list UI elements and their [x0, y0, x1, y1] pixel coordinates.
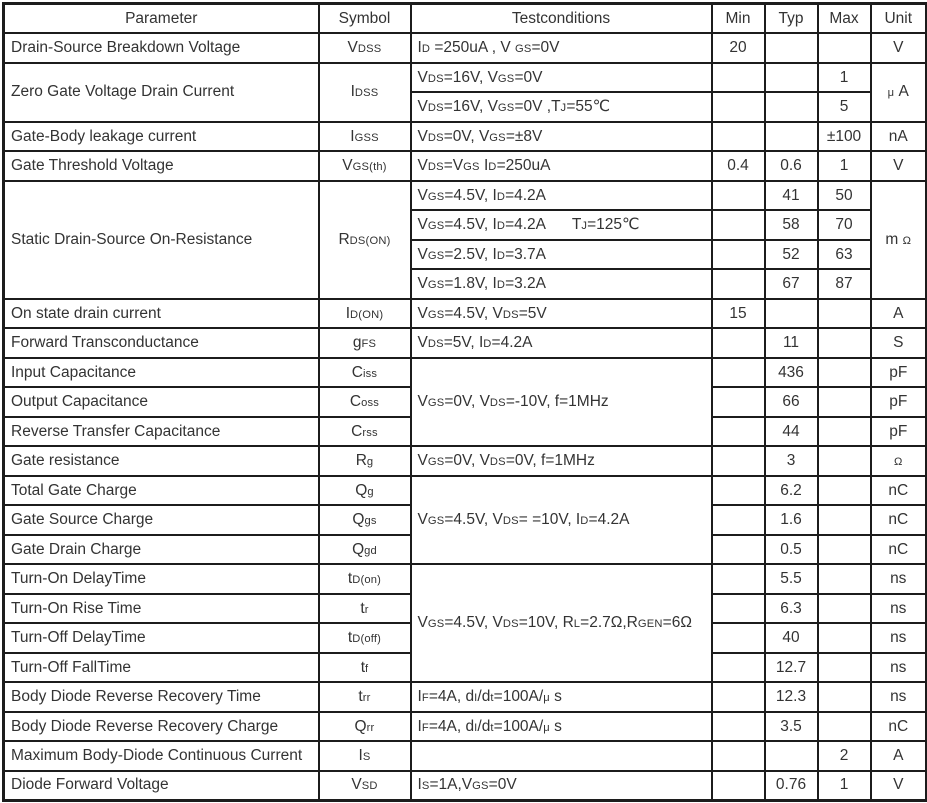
cell-typ: 12.3 [765, 682, 818, 712]
cell-max: 2 [818, 741, 871, 771]
cell-min [712, 181, 765, 211]
table-row [4, 771, 927, 801]
cell-typ [765, 63, 818, 93]
cell-max [818, 33, 871, 63]
cell-symbol: Qrr [319, 712, 411, 742]
cell-max [818, 476, 871, 506]
table-row [4, 33, 927, 63]
subscript-text: D [496, 279, 506, 292]
subscript-text: DS [502, 515, 519, 528]
cell-typ: 6.3 [765, 594, 818, 624]
cell-conditions: IF=4A, dI/dt=100A/μ s [411, 682, 712, 712]
table-row [4, 358, 927, 388]
cell-max [818, 446, 871, 476]
table-row [4, 712, 927, 742]
col-header-max: Max [818, 4, 871, 34]
subscript-text: SD [361, 780, 378, 793]
subscript-text: GEN [637, 618, 663, 631]
subscript-text: GSS [354, 131, 379, 144]
cell-min [712, 240, 765, 270]
subscript-text: DS [427, 161, 444, 174]
cell-min [712, 328, 765, 358]
col-header-symbol: Symbol [319, 4, 411, 34]
cell-max: 1 [818, 771, 871, 801]
cell-parameter: Turn-Off FallTime [4, 653, 319, 683]
subscript-text: rss [362, 426, 378, 439]
cell-parameter: Turn-On Rise Time [4, 594, 319, 624]
cell-min: 0.4 [712, 151, 765, 181]
subscript-text: F [421, 692, 429, 705]
cell-min [712, 653, 765, 683]
subscript-text: Ω [893, 456, 903, 469]
cell-symbol: IDSS [319, 63, 411, 122]
subscript-text: J [581, 220, 588, 233]
cell-symbol: Qg [319, 476, 411, 506]
cell-min [712, 623, 765, 653]
cell-conditions: VGS=4.5V, VDS= =10V, ID=4.2A [411, 476, 712, 565]
cell-min [712, 417, 765, 447]
cell-unit: nC [871, 535, 927, 565]
subscript-text: D(ON) [350, 308, 384, 321]
cell-parameter: Turn-On DelayTime [4, 564, 319, 594]
cell-symbol: tf [319, 653, 411, 683]
subscript-text: f [365, 662, 369, 675]
cell-symbol: VDSS [319, 33, 411, 63]
cell-symbol: IS [319, 741, 411, 771]
cell-parameter: Gate Source Charge [4, 505, 319, 535]
cell-parameter: Static Drain-Source On-Resistance [4, 181, 319, 299]
subscript-text: D [488, 161, 497, 174]
cell-min [712, 210, 765, 240]
cell-unit: m Ω [871, 181, 927, 299]
cell-typ: 11 [765, 328, 818, 358]
subscript-text: t [490, 692, 494, 705]
subscript-text: GS [427, 190, 445, 203]
subscript-text: J [560, 102, 567, 115]
cell-unit: nA [871, 122, 927, 152]
cell-symbol: tD(off) [319, 623, 411, 653]
cell-parameter: Total Gate Charge [4, 476, 319, 506]
subscript-text: g [366, 456, 374, 469]
cell-typ: 66 [765, 387, 818, 417]
table-row [4, 299, 927, 329]
cell-symbol: Rg [319, 446, 411, 476]
cell-unit: A [871, 741, 927, 771]
cell-symbol: VSD [319, 771, 411, 801]
subscript-text: GS [427, 308, 445, 321]
cell-typ: 41 [765, 181, 818, 211]
cell-parameter: Gate Threshold Voltage [4, 151, 319, 181]
cell-conditions: VDS=16V, VGS=0V [411, 63, 712, 93]
cell-unit: ns [871, 653, 927, 683]
cell-typ [765, 741, 818, 771]
cell-typ: 6.2 [765, 476, 818, 506]
cell-parameter: Input Capacitance [4, 358, 319, 388]
cell-parameter: Gate resistance [4, 446, 319, 476]
cell-conditions: IS=1A,VGS=0V [411, 771, 712, 801]
subscript-text: GS [427, 249, 445, 262]
subscript-text: μ [887, 87, 895, 100]
cell-symbol: RDS(ON) [319, 181, 411, 299]
cell-typ: 0.6 [765, 151, 818, 181]
table-row [4, 741, 927, 771]
subscript-text: DSS [354, 87, 379, 100]
cell-max [818, 505, 871, 535]
cell-unit: nC [871, 505, 927, 535]
subscript-text: DS(ON) [349, 234, 391, 247]
subscript-text: iss [362, 367, 378, 380]
col-header-unit: Unit [871, 4, 927, 34]
cell-min [712, 741, 765, 771]
cell-typ [765, 92, 818, 122]
cell-conditions: VGS=4.5V, VDS=10V, RL=2.7Ω,RGEN=6Ω [411, 564, 712, 682]
cell-max [818, 594, 871, 624]
cell-min [712, 682, 765, 712]
cell-symbol: Crss [319, 417, 411, 447]
subscript-text: FS [361, 338, 377, 351]
table-row [4, 446, 927, 476]
cell-conditions: VDS=5V, ID=4.2A [411, 328, 712, 358]
cell-conditions: VGS=2.5V, ID=3.7A [411, 240, 712, 270]
subscript-text: F [421, 721, 429, 734]
cell-max [818, 387, 871, 417]
table-row [4, 682, 927, 712]
cell-unit: A [871, 299, 927, 329]
cell-conditions: VGS=1.8V, ID=3.2A [411, 269, 712, 299]
cell-typ [765, 33, 818, 63]
cell-unit: V [871, 151, 927, 181]
cell-typ: 3.5 [765, 712, 818, 742]
subscript-text: rr [362, 692, 371, 705]
cell-max: 70 [818, 210, 871, 240]
subscript-text: DS [502, 618, 519, 631]
subscript-text: D [483, 338, 492, 351]
subscript-text: D [421, 43, 431, 56]
subscript-text: I [474, 721, 478, 734]
cell-unit: S [871, 328, 927, 358]
subscript-text: GS [427, 515, 445, 528]
table-row [4, 63, 927, 93]
cell-unit: nC [871, 476, 927, 506]
subscript-text: g [367, 485, 374, 498]
subscript-text: S [362, 751, 371, 764]
cell-min [712, 505, 765, 535]
subscript-text: D [496, 190, 506, 203]
cell-typ: 52 [765, 240, 818, 270]
subscript-text: GS [427, 220, 445, 233]
cell-unit: ns [871, 623, 927, 653]
table-row [4, 122, 927, 152]
cell-unit: V [871, 771, 927, 801]
subscript-text: rr [366, 721, 375, 734]
cell-symbol: tr [319, 594, 411, 624]
cell-max: 63 [818, 240, 871, 270]
cell-conditions: IF=4A, dI/dt=100A/μ s [411, 712, 712, 742]
subscript-text: GS(th) [352, 161, 387, 174]
cell-conditions: VGS=0V, VDS=-10V, f=1MHz [411, 358, 712, 447]
header-row [4, 4, 927, 34]
cell-max [818, 712, 871, 742]
cell-symbol: ID(ON) [319, 299, 411, 329]
cell-typ: 436 [765, 358, 818, 388]
cell-typ: 40 [765, 623, 818, 653]
subscript-text: D(off) [352, 633, 382, 646]
subscript-text: L [573, 618, 581, 631]
cell-conditions: VGS=4.5V, VDS=5V [411, 299, 712, 329]
subscript-text: GS [427, 456, 445, 469]
cell-max [818, 299, 871, 329]
cell-min [712, 564, 765, 594]
cell-max: 5 [818, 92, 871, 122]
col-header-min: Min [712, 4, 765, 34]
table-row [4, 151, 927, 181]
subscript-text: GS [497, 72, 515, 85]
cell-parameter: Gate Drain Charge [4, 535, 319, 565]
subscript-text: GS [427, 397, 445, 410]
subscript-text: DS [427, 72, 444, 85]
subscript-text: D(on) [352, 574, 382, 587]
subscript-text: DS [427, 338, 444, 351]
cell-max: 1 [818, 63, 871, 93]
cell-min [712, 594, 765, 624]
cell-max: 1 [818, 151, 871, 181]
cell-parameter: Diode Forward Voltage [4, 771, 319, 801]
cell-typ [765, 122, 818, 152]
cell-conditions: VDS=0V, VGS=±8V [411, 122, 712, 152]
cell-max [818, 328, 871, 358]
col-header-parameter: Parameter [4, 4, 319, 34]
cell-min [712, 476, 765, 506]
electrical-characteristics-table [2, 2, 927, 802]
subscript-text: DS [427, 131, 444, 144]
cell-min [712, 535, 765, 565]
cell-conditions: VGS=4.5V, ID=4.2A [411, 181, 712, 211]
table-header [4, 4, 927, 34]
subscript-text: r [364, 603, 369, 616]
cell-conditions [411, 741, 712, 771]
cell-unit: ns [871, 682, 927, 712]
cell-max [818, 564, 871, 594]
cell-typ: 67 [765, 269, 818, 299]
cell-symbol: Ciss [319, 358, 411, 388]
cell-max: 50 [818, 181, 871, 211]
cell-conditions: VGS=4.5V, ID=4.2A TJ=125℃ [411, 210, 712, 240]
cell-unit: V [871, 33, 927, 63]
cell-min [712, 446, 765, 476]
cell-parameter: Body Diode Reverse Recovery Charge [4, 712, 319, 742]
cell-max [818, 682, 871, 712]
cell-symbol: tD(on) [319, 564, 411, 594]
cell-parameter: Reverse Transfer Capacitance [4, 417, 319, 447]
cell-parameter: Turn-Off DelayTime [4, 623, 319, 653]
cell-max: 87 [818, 269, 871, 299]
cell-unit: μ A [871, 63, 927, 122]
cell-unit: ns [871, 564, 927, 594]
cell-min [712, 387, 765, 417]
table-row [4, 181, 927, 211]
subscript-text: D [496, 220, 506, 233]
cell-symbol: trr [319, 682, 411, 712]
subscript-text: GS [427, 618, 445, 631]
cell-min [712, 358, 765, 388]
subscript-text: Ω [902, 234, 912, 247]
cell-typ [765, 299, 818, 329]
subscript-text: gs [364, 515, 377, 528]
cell-typ: 44 [765, 417, 818, 447]
cell-parameter: Gate-Body leakage current [4, 122, 319, 152]
table-body [4, 33, 927, 800]
cell-max [818, 358, 871, 388]
cell-symbol: Coss [319, 387, 411, 417]
table-row [4, 328, 927, 358]
cell-conditions: VGS=0V, VDS=0V, f=1MHz [411, 446, 712, 476]
cell-unit: pF [871, 358, 927, 388]
subscript-text: DS [427, 102, 444, 115]
cell-min [712, 712, 765, 742]
cell-symbol: Qgs [319, 505, 411, 535]
cell-typ: 5.5 [765, 564, 818, 594]
cell-conditions: VDS=VGS ID=250uA [411, 151, 712, 181]
col-header-conditions: Testconditions [411, 4, 712, 34]
table-row [4, 564, 927, 594]
cell-min: 15 [712, 299, 765, 329]
subscript-text: GS [463, 161, 480, 174]
cell-symbol: VGS(th) [319, 151, 411, 181]
cell-conditions: ID =250uA , V GS=0V [411, 33, 712, 63]
subscript-text: oss [361, 397, 380, 410]
subscript-text: S [421, 780, 430, 793]
cell-unit: pF [871, 387, 927, 417]
cell-max [818, 535, 871, 565]
cell-typ: 0.5 [765, 535, 818, 565]
cell-max: ±100 [818, 122, 871, 152]
subscript-text: DS [489, 456, 506, 469]
cell-parameter: Zero Gate Voltage Drain Current [4, 63, 319, 122]
subscript-text: DS [489, 397, 506, 410]
cell-parameter: On state drain current [4, 299, 319, 329]
subscript-text: t [490, 721, 494, 734]
subscript-text: DS [502, 308, 519, 321]
cell-parameter: Output Capacitance [4, 387, 319, 417]
cell-min: 20 [712, 33, 765, 63]
subscript-text: GS [514, 43, 532, 56]
cell-unit: nC [871, 712, 927, 742]
cell-max [818, 417, 871, 447]
subscript-text: GS [472, 780, 489, 793]
cell-typ: 1.6 [765, 505, 818, 535]
cell-typ: 12.7 [765, 653, 818, 683]
cell-symbol: IGSS [319, 122, 411, 152]
cell-typ: 0.76 [765, 771, 818, 801]
cell-typ: 3 [765, 446, 818, 476]
cell-parameter: Maximum Body-Diode Continuous Current [4, 741, 319, 771]
cell-unit [871, 446, 927, 476]
subscript-text: I [474, 692, 478, 705]
subscript-text: GS [427, 279, 445, 292]
subscript-text: GS [489, 131, 506, 144]
cell-max [818, 623, 871, 653]
cell-unit: pF [871, 417, 927, 447]
cell-max [818, 653, 871, 683]
cell-unit: ns [871, 594, 927, 624]
cell-parameter: Drain-Source Breakdown Voltage [4, 33, 319, 63]
cell-min [712, 771, 765, 801]
table-row [4, 476, 927, 506]
cell-symbol: gFS [319, 328, 411, 358]
cell-min [712, 63, 765, 93]
subscript-text: D [580, 515, 589, 528]
cell-conditions: VDS=16V, VGS=0V ,TJ=55℃ [411, 92, 712, 122]
cell-min [712, 92, 765, 122]
cell-parameter: Body Diode Reverse Recovery Time [4, 682, 319, 712]
subscript-text: DSS [357, 43, 382, 56]
subscript-text: μ [543, 692, 550, 705]
cell-symbol: Qgd [319, 535, 411, 565]
cell-min [712, 269, 765, 299]
cell-parameter: Forward Transconductance [4, 328, 319, 358]
col-header-typ: Typ [765, 4, 818, 34]
cell-typ: 58 [765, 210, 818, 240]
subscript-text: gd [364, 544, 377, 557]
subscript-text: μ [543, 721, 550, 734]
cell-min [712, 122, 765, 152]
subscript-text: GS [497, 102, 515, 115]
subscript-text: D [496, 249, 506, 262]
